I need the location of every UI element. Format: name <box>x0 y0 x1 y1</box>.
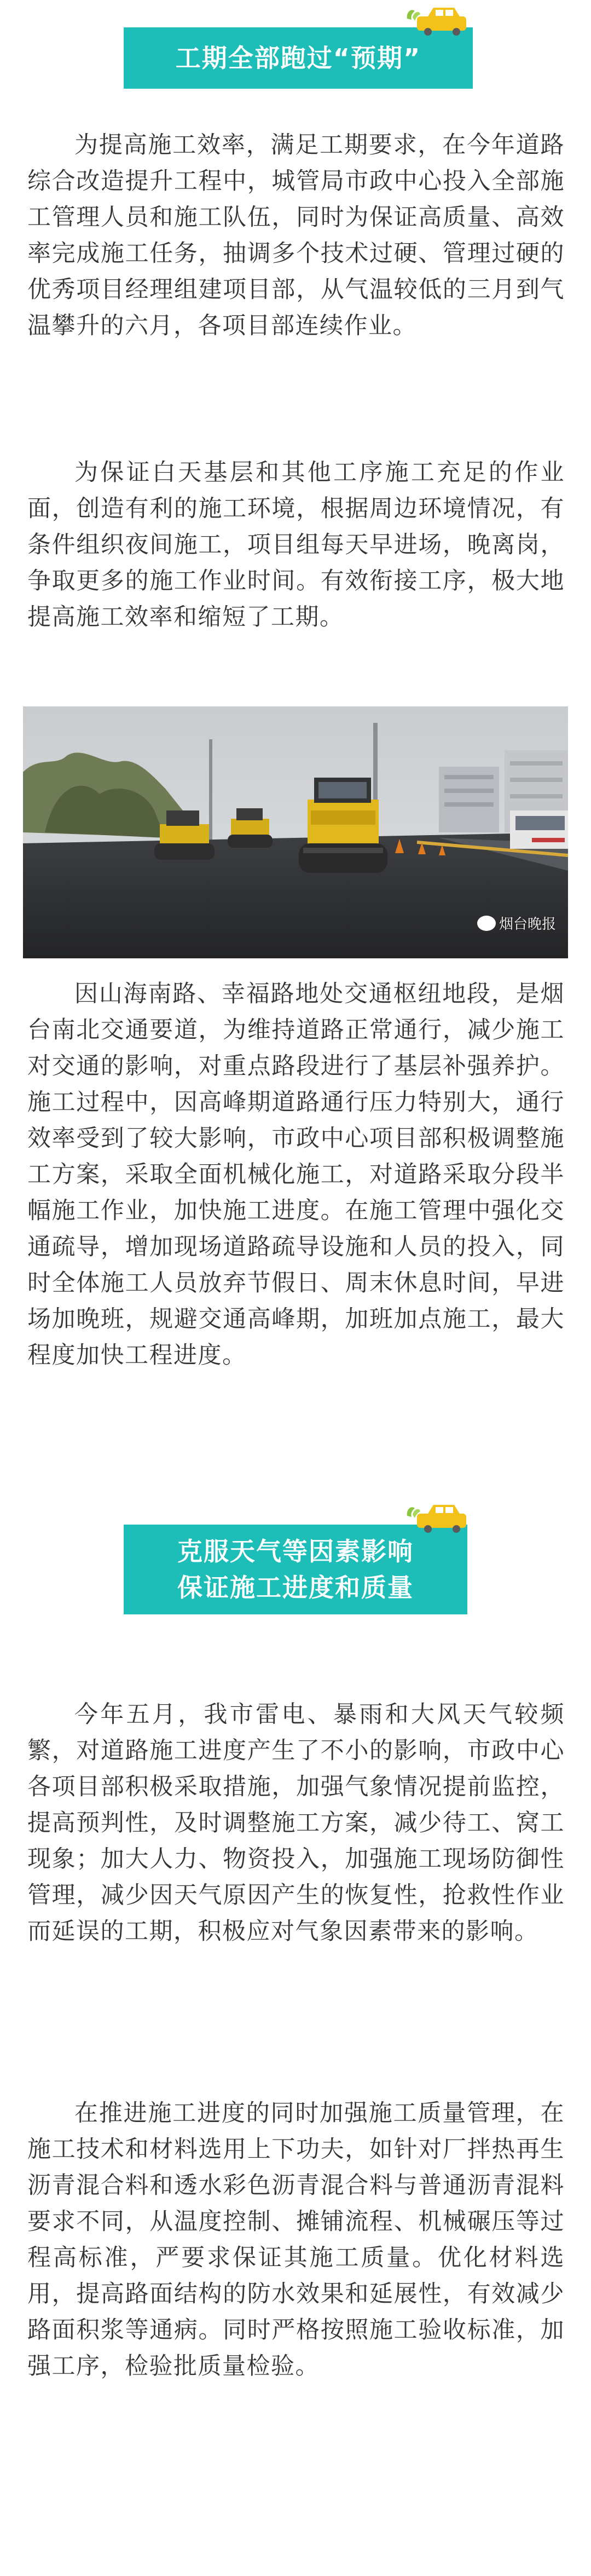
car-icon <box>403 3 468 36</box>
section-title-2-line1: 克服天气等因素影响 <box>177 1537 414 1566</box>
paragraph-4: 今年五月，我市雷电、暴雨和大风天气较频繁，对道路施工进度产生了不小的影响，市政中心各项目部积极采取措施，加强气象情况提前监控，提高预判性，及时调整施工方案，减少待工、窝工现象；加大人力、物资投入，加强施工现场防御性管理，减少因天气原因产生的恢复性，抢救性作业而延误的工期，积极应对气象因素带来的影响。 <box>27 1701 565 1945</box>
paragraph-5: 在推进施工进度的同时加强施工质量管理，在施工技术和材料选用上下功夫，如针对厂拌热再生沥青混合料和透水彩色沥青混合料与普通沥青混料要求不同，从温度控制、摊铺流程、机械碾压等过程高标准，严要求保证其施工质量。优化材料选用，提高路面结构的防水效果和延展性，有效减少路面积浆等通病。同时严格按照施工验收标准，加强工序，检验批质量检验。 <box>27 2100 565 2380</box>
section-title-2 <box>124 1525 467 1614</box>
paragraph-3: 因山海南路、幸福路地处交通枢纽地段，是烟台南北交通要道，为维持道路正常通行，减少施工对交通的影响，对重点路段进行了基层补强养护。施工过程中，因高峰期道路通行压力特别大，通行效率受到了较大影响，市政中心项目部积极调整施工方案，采取全面机械化施工，对道路采取分段半幅施工作业，加快施工进度。在施工管理中强化交通疏导，增加现场道路疏导设施和人员的投入，同时全体施工人员放弃节假日、周末休息时间，早进场加晚班，规避交通高峰期，加班加点施工，最大程度加快工程进度。 <box>27 980 565 1369</box>
photo-watermark-text: 烟台晚报 <box>499 916 556 933</box>
section-title-1 <box>124 27 473 89</box>
section-title-2-line2: 保证施工进度和质量 <box>177 1573 414 1602</box>
car-icon <box>403 1500 468 1533</box>
paragraph-1: 为提高施工效率，满足工期要求，在今年道路综合改造提升工程中，城管局市政中心投入全部施工管理人员和施工队伍，同时为保证高质量、高效率完成施工任务，抽调多个技术过硬、管理过硬的优秀项目经理组建项目部，从气温较低的三月到气温攀升的六月，各项目部连续作业。 <box>27 131 565 340</box>
construction-photo <box>23 706 568 958</box>
paragraph-2: 为保证白天基层和其他工序施工充足的作业面，创造有利的施工环境，根据周边环境情况，有条件组织夜间施工，项目组每天早进场，晚离岗，争取更多的施工作业时间。有效衔接工序，极大地提高施工效率和缩短了工期。 <box>27 459 565 631</box>
wechat-icon <box>477 916 496 931</box>
photo-watermark <box>477 913 556 933</box>
section-title-1-text: 工期全部跑过“预期” <box>175 43 421 73</box>
